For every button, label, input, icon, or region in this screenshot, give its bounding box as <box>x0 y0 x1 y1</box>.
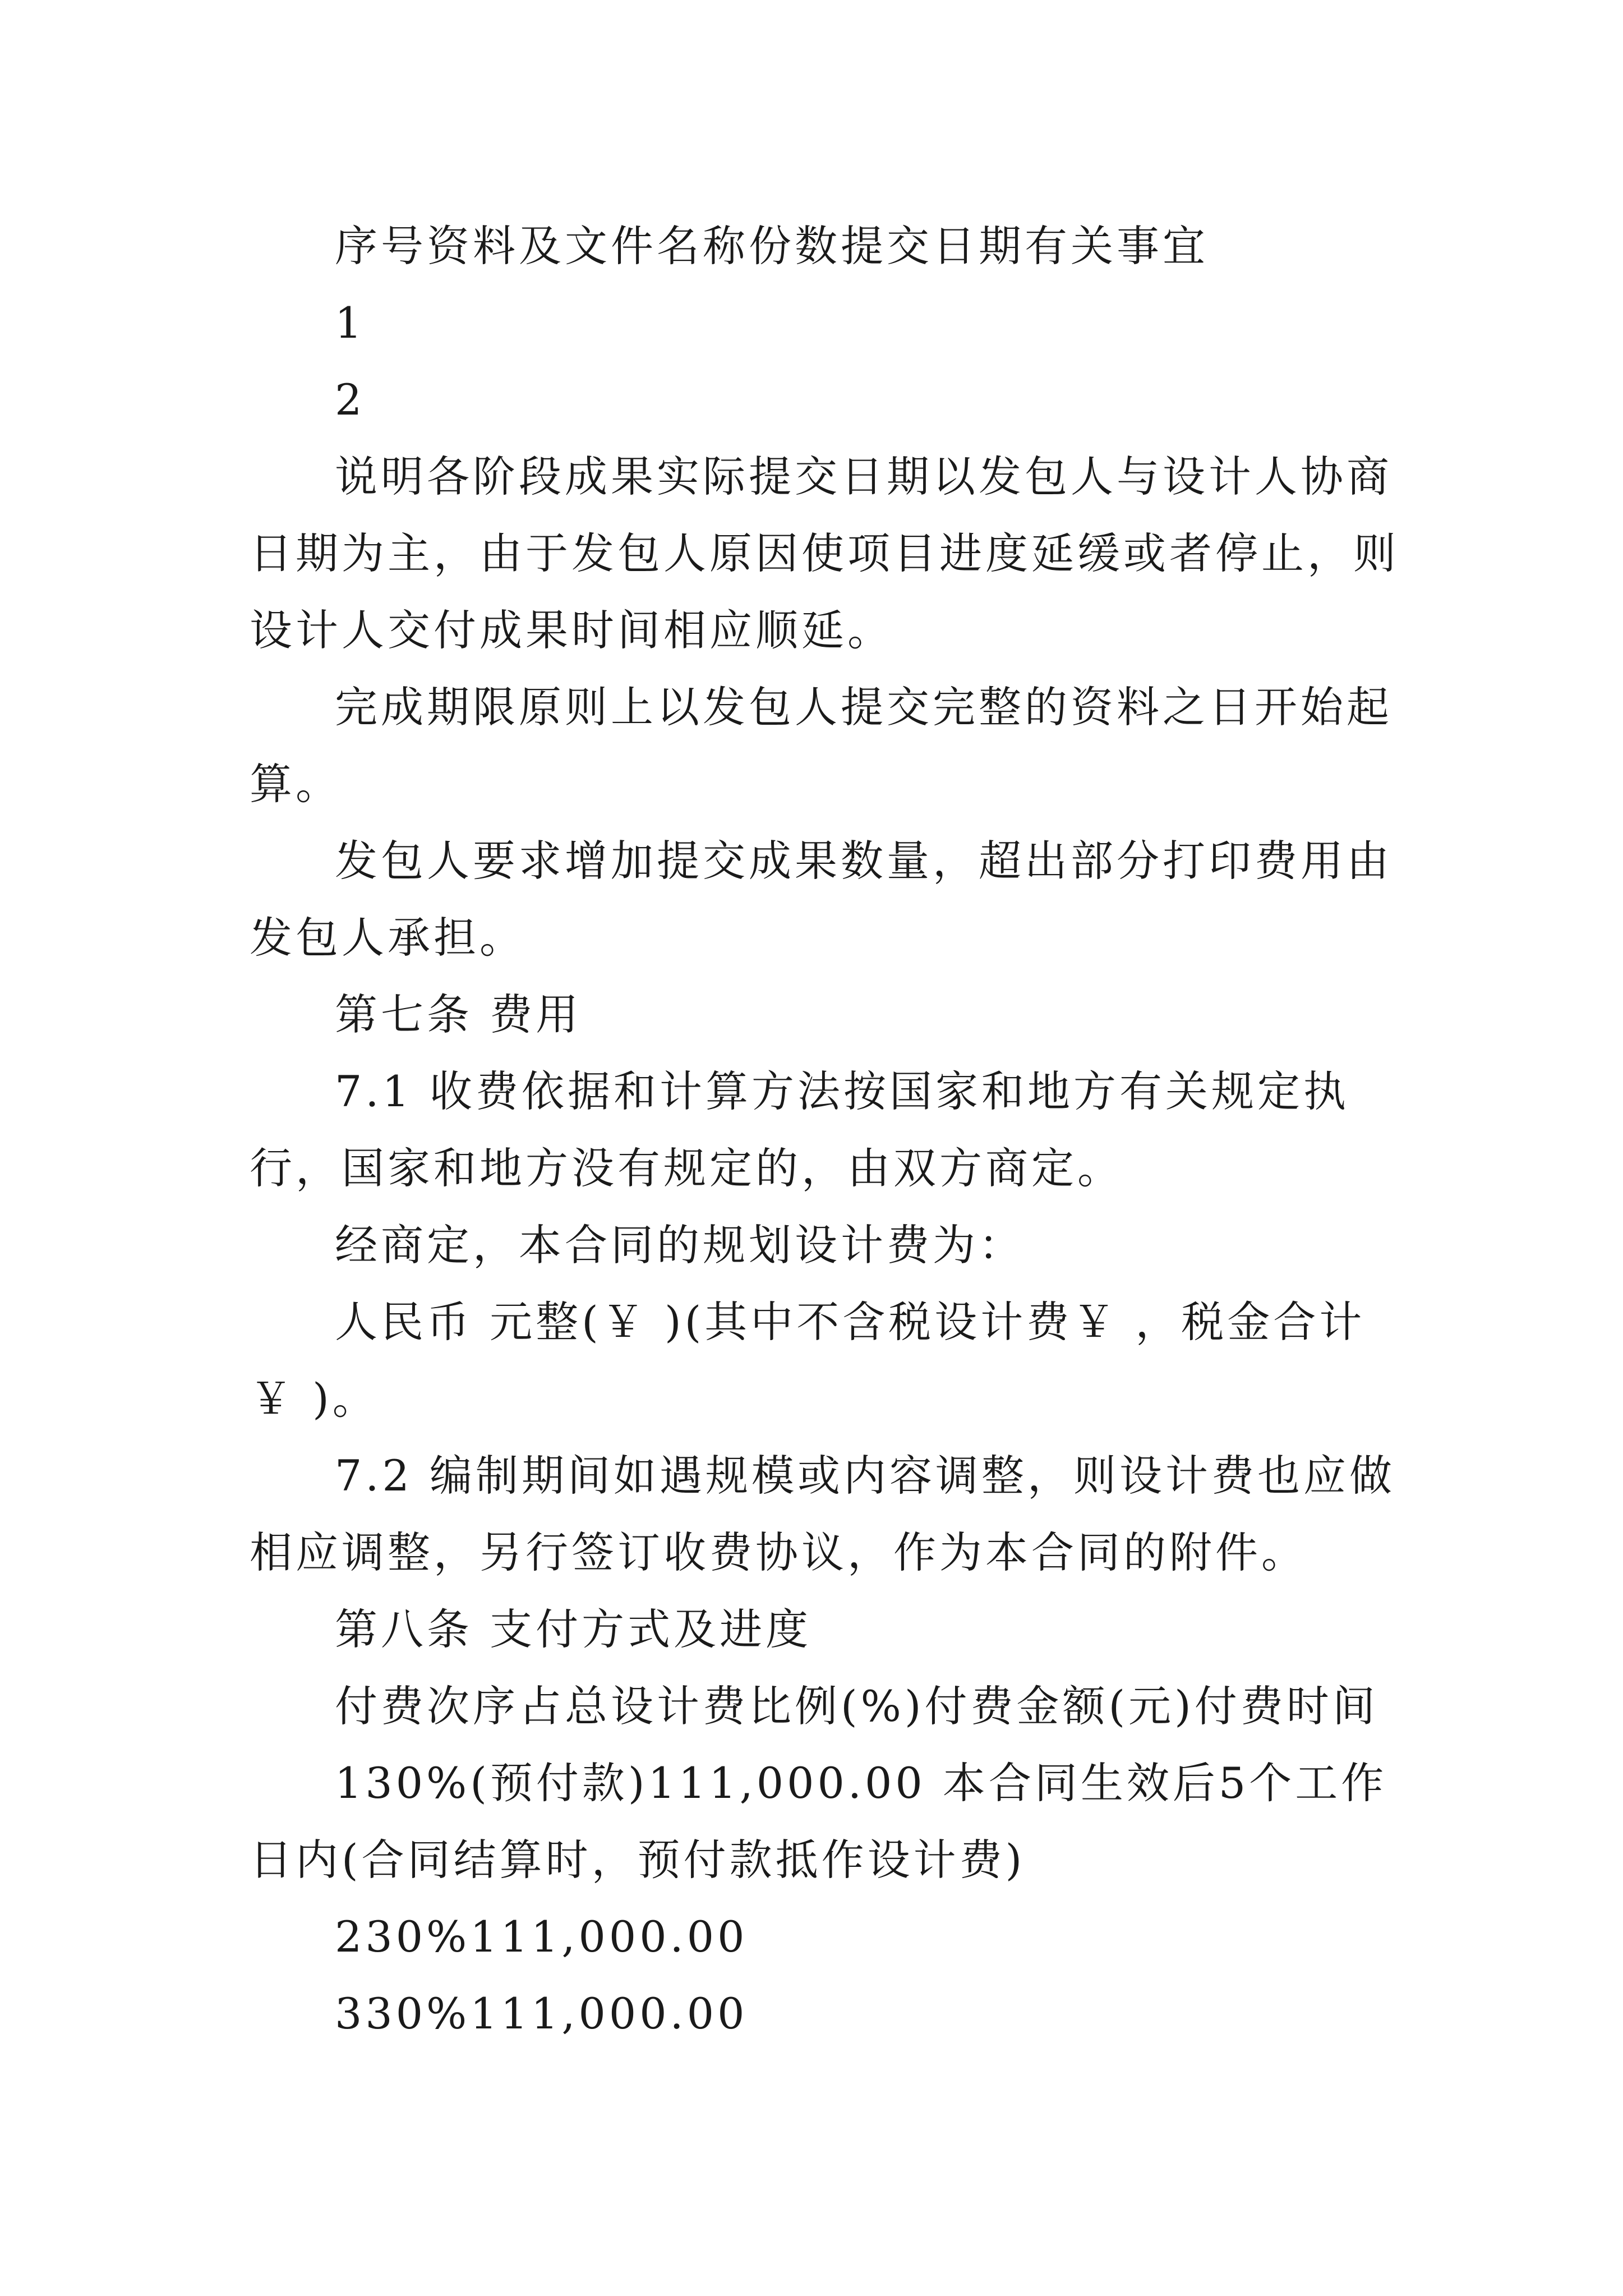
table-header-materials: 序号资料及文件名称份数提交日期有关事宜 <box>335 221 1209 271</box>
paragraph-fee-agreed: 经商定，本合同的规划设计费为： <box>335 1220 1025 1270</box>
document-body <box>250 208 1405 2052</box>
paragraph-extra-copies: 发包人要求增加提交成果数量，超出部分打印费用由发包人承担。 <box>250 836 1393 963</box>
paragraph-completion-period: 完成期限原则上以发包人提交完整的资料之日开始起算。 <box>250 682 1393 809</box>
clause-7-1: 7.1 收费依据和计算方法按国家和地方有关规定执行，国家和地方没有规定的，由双方商定。 <box>250 1066 1350 1193</box>
clause-7-2: 7.2 编制期间如遇规模或内容调整，则设计费也应做相应调整，另行签订收费协议，作为本合同的附件。 <box>250 1451 1396 1577</box>
paragraph-fee-amount: 人民币 元整(￥ )(其中不含税设计费￥ ，税金合计￥ )。 <box>250 1297 1366 1424</box>
table-row-number: 1 <box>335 298 366 348</box>
payment-row: 230%111,000.00 <box>335 1912 748 1962</box>
payment-row: 330%111,000.00 <box>335 1989 748 2039</box>
paragraph-submission-note: 说明各阶段成果实际提交日期以发包人与设计人协商日期为主，由于发包人原因使项目进度延缓或者停止，则设计人交付成果时间相应顺延。 <box>250 452 1399 655</box>
table-header-payment: 付费次序占总设计费比例(%)付费金额(元)付费时间 <box>335 1681 1378 1731</box>
payment-row: 130%(预付款)111,000.00 本合同生效后5个工作日内(合同结算时，预付款抵作设计费) <box>250 1758 1387 1885</box>
article-heading-fees: 第七条 费用 <box>335 990 582 1039</box>
table-row-number: 2 <box>335 375 366 425</box>
article-heading-payment: 第八条 支付方式及进度 <box>335 1604 812 1654</box>
